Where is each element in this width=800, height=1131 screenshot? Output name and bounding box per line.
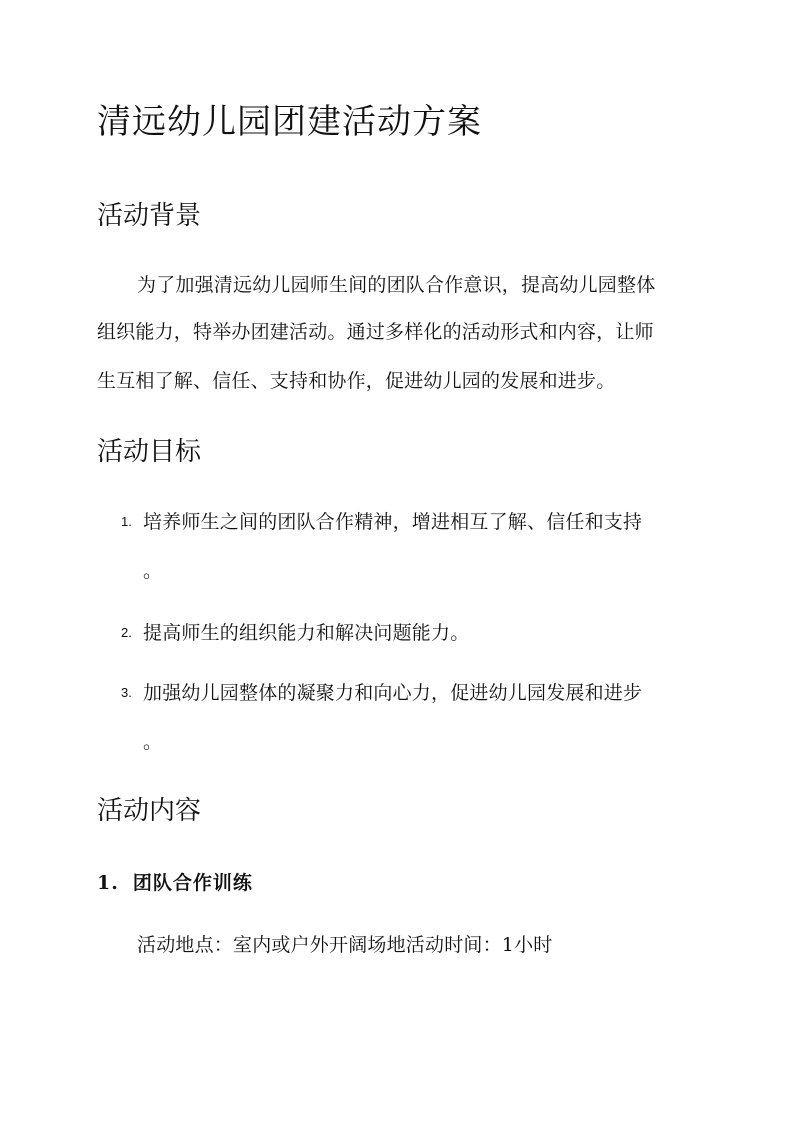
goal-1-number: 1. bbox=[121, 514, 132, 529]
subsection-title: 团队合作训练 bbox=[132, 872, 253, 894]
goal-1-tail: 。 bbox=[143, 560, 163, 582]
subsection-heading-teamwork bbox=[97, 868, 253, 895]
section-heading-background: 活动背景 bbox=[97, 201, 202, 231]
background-line-1: 为了加强清远幼儿园师生间的团队合作意识，提高幼儿园整体 bbox=[137, 274, 656, 296]
goal-3-number: 3. bbox=[121, 685, 132, 700]
goal-3-text: 加强幼儿园整体的凝聚力和向心力，促进幼儿园发展和进步 bbox=[143, 682, 643, 704]
subsection-number: 1. bbox=[97, 872, 119, 894]
goal-2-number: 2. bbox=[121, 625, 132, 640]
goal-3-tail: 。 bbox=[143, 731, 163, 753]
background-line-2: 组织能力，特举办团建活动。通过多样化的活动形式和内容，让师 bbox=[97, 321, 654, 343]
section-heading-content: 活动内容 bbox=[97, 796, 202, 826]
document-title: 清远幼儿园团建活动方案 bbox=[97, 102, 482, 142]
goal-2-text: 提高师生的组织能力和解决问题能力。 bbox=[143, 622, 470, 644]
teamwork-details: 活动地点：室内或户外开阔场地活动时间：1小时 bbox=[137, 934, 553, 956]
background-line-3: 生互相了解、信任、支持和协作，促进幼儿园的发展和进步。 bbox=[97, 370, 616, 392]
section-heading-goals: 活动目标 bbox=[97, 437, 202, 467]
goal-1-text: 培养师生之间的团队合作精神，增进相互了解、信任和支持 bbox=[143, 511, 643, 533]
